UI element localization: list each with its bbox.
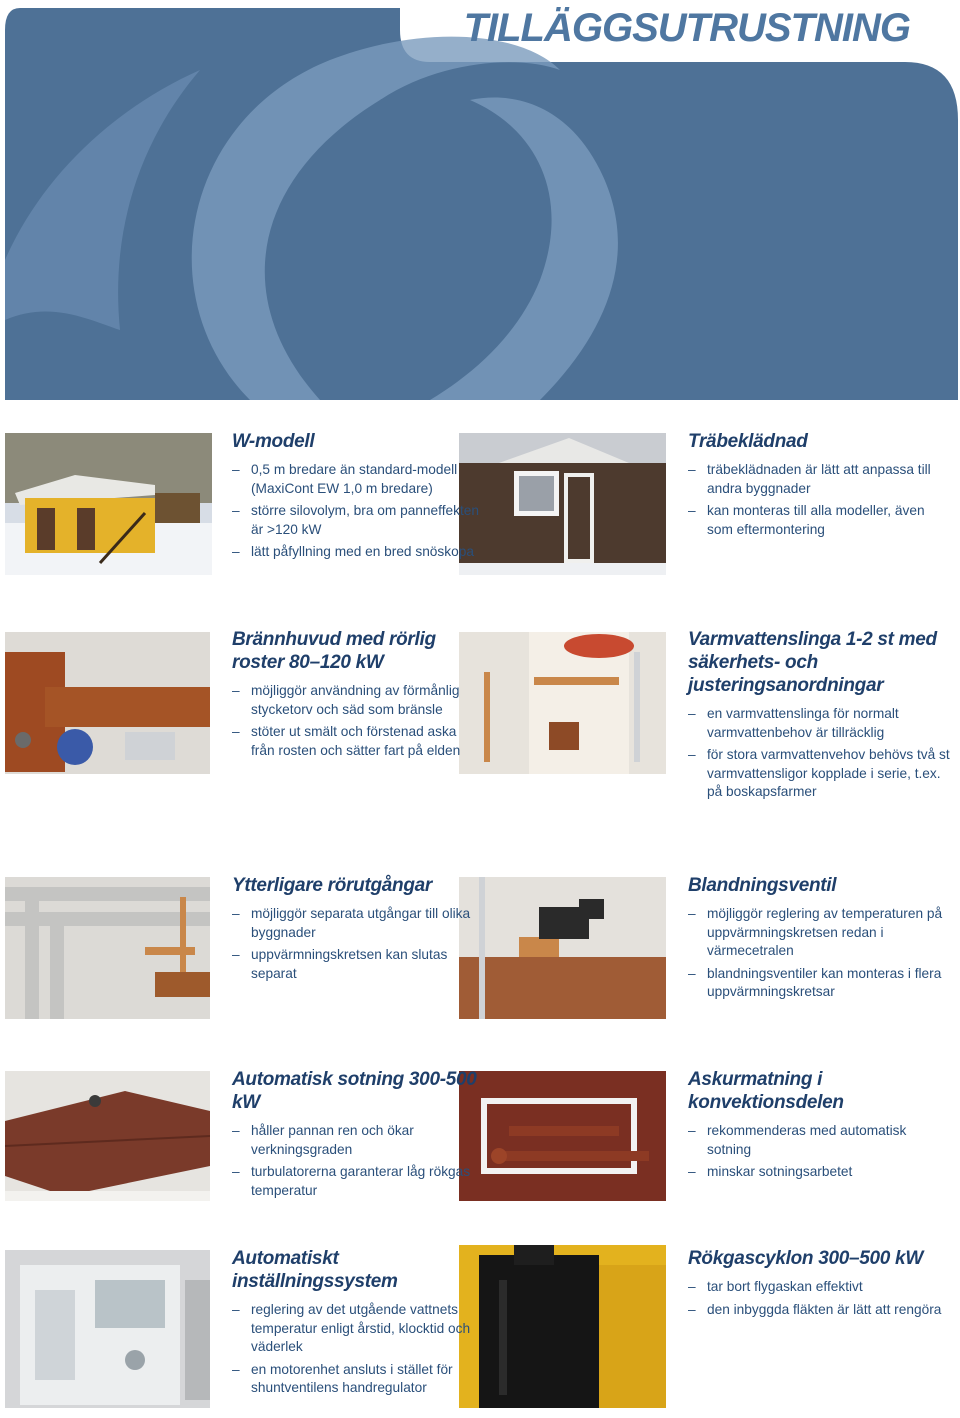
list-item: – uppvärmningskretsen kan slutas separat: [232, 946, 482, 983]
section-trabekladnad: [688, 430, 953, 543]
section-rokgascyklon: [688, 1247, 953, 1323]
page-title: TILLÄGGSUTRUSTNING: [463, 6, 910, 50]
list-item: – lätt påfyllning med en bred snöskopa: [232, 543, 482, 562]
wood-cladding-building-photo: [459, 433, 666, 575]
list-item: – blandningsventiler kan monteras i flera uppvärmningskretsar: [688, 965, 953, 1002]
list-item: – möjliggör separata utgångar till olika byggnader: [232, 905, 482, 942]
list-item: – kan monteras till alla modeller, även som eftermontering: [688, 502, 953, 539]
burner-head-photo: [5, 632, 210, 774]
list-item: – den inbyggda fläkten är lätt att rengöra: [688, 1301, 953, 1320]
list-item: – större silovolym, bra om panneffekten är >120 kW: [232, 502, 482, 539]
list-item: – en motorenhet ansluts i stället för shuntventilens handregulator: [232, 1361, 482, 1398]
section-heading: Blandningsventil: [688, 875, 837, 896]
section-heading: Automatiskt inställningssystem: [232, 1248, 398, 1292]
section-heading: Rökgascyklon 300–500 kW: [688, 1248, 923, 1269]
section-rorutgangar: [232, 874, 482, 987]
control-system-photo: [5, 1250, 210, 1408]
flue-gas-cyclone-photo: [459, 1245, 666, 1408]
section-heading: Automatisk sotning 300-500 kW: [232, 1069, 477, 1113]
w-model-building-photo: [5, 433, 212, 575]
mixing-valve-photo: [459, 877, 666, 1019]
list-item: – rekommenderas med automatisk sotning: [688, 1122, 953, 1159]
list-item: – möjliggör reglering av temperaturen på uppvärmningskretsen redan i värmecetralen: [688, 905, 953, 961]
list-item: – tar bort flygaskan effektivt: [688, 1278, 953, 1297]
section-installningssystem: [232, 1247, 482, 1402]
section-heading: Askurmatning i konvektionsdelen: [688, 1069, 844, 1113]
automatic-sooting-photo: [5, 1071, 210, 1201]
list-item: – turbulatorerna garanterar låg rökgas temperatur: [232, 1163, 482, 1200]
list-item: – minskar sotningsarbetet: [688, 1163, 953, 1182]
header-banner: [0, 0, 960, 400]
section-automatisk-sotning: [232, 1068, 482, 1204]
ash-feed-photo: [459, 1071, 666, 1201]
section-blandningsventil: [688, 874, 953, 1006]
pipe-outlets-photo: [5, 877, 210, 1019]
section-brannhuvud: [232, 628, 482, 764]
list-item: – träbeklädnaden är lätt att anpassa till andra byggnader: [688, 461, 953, 498]
list-item: – en varmvattenslinga för normalt varmvattenbehov är tillräcklig: [688, 705, 953, 742]
list-item: – stöter ut smält och förstenad aska från rosten och sätter fart på elden: [232, 723, 482, 760]
list-item: – för stora varmvattenvehov behövs två st varmvattensligor kopplade i serie, t.ex. på boskapsfarmer: [688, 746, 953, 802]
list-item: – håller pannan ren och ökar verkningsgraden: [232, 1122, 482, 1159]
section-askurmatning: [688, 1068, 953, 1186]
banner-background: [5, 8, 958, 400]
section-varmvattenslinga: [688, 628, 953, 806]
list-item: – reglering av det utgående vattnets temperatur enligt årstid, klocktid och väderlek: [232, 1301, 482, 1357]
list-item: – 0,5 m bredare än standard-modell (MaxiCont EW 1,0 m bredare): [232, 461, 482, 498]
hot-water-coil-photo: [459, 632, 666, 774]
section-heading: W-modell: [232, 431, 315, 452]
section-w-modell: [232, 430, 482, 566]
list-item: – möjliggör användning av förmånlig stycketorv och säd som bränsle: [232, 682, 482, 719]
section-heading: Ytterligare rörutgångar: [232, 875, 433, 896]
section-heading: Brännhuvud med rörlig roster 80–120 kW: [232, 629, 436, 673]
section-heading: Träbeklädnad: [688, 431, 808, 452]
section-heading: Varmvattenslinga 1-2 st med säkerhets- och justeringsanordningar: [688, 629, 937, 696]
